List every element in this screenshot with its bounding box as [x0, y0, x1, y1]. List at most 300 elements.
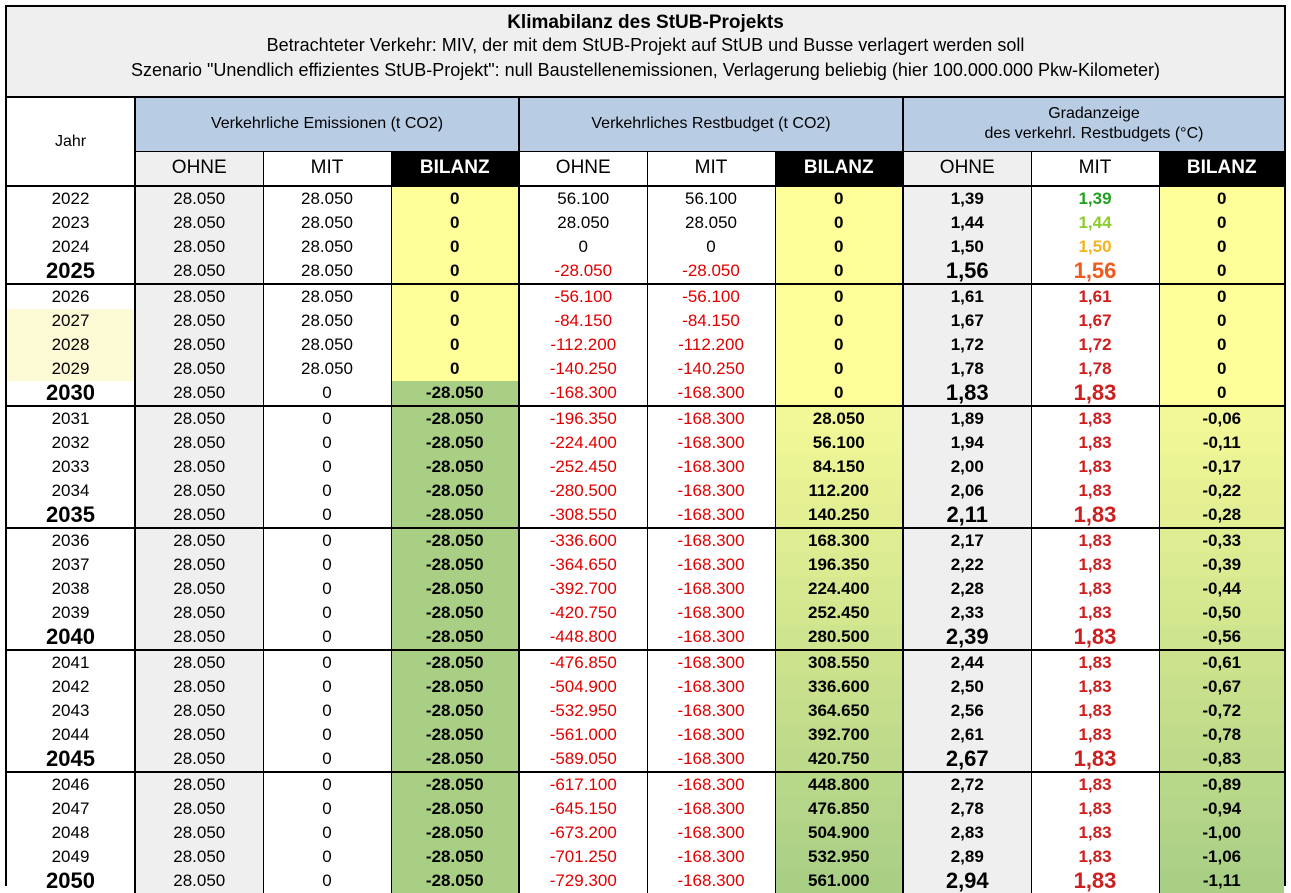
cell-degree-mit[interactable]: 1,83	[1031, 625, 1159, 650]
cell-emissions-mit[interactable]: 0	[263, 577, 391, 601]
cell-budget-bilanz[interactable]: 308.550	[775, 650, 903, 675]
cell-budget-ohne[interactable]: -561.000	[519, 723, 647, 747]
cell-budget-mit[interactable]: -168.300	[647, 747, 775, 772]
cell-year[interactable]: 2037	[7, 553, 135, 577]
cell-emissions-ohne[interactable]: 28.050	[135, 455, 263, 479]
cell-degree-mit[interactable]: 1,83	[1031, 797, 1159, 821]
cell-degree-bilanz[interactable]: 0	[1159, 309, 1284, 333]
cell-degree-mit[interactable]: 1,83	[1031, 869, 1159, 893]
cell-emissions-ohne[interactable]: 28.050	[135, 333, 263, 357]
cell-budget-bilanz[interactable]: 0	[775, 259, 903, 284]
cell-emissions-ohne[interactable]: 28.050	[135, 650, 263, 675]
cell-year[interactable]: 2040	[7, 625, 135, 650]
cell-budget-mit[interactable]: -168.300	[647, 528, 775, 553]
cell-emissions-ohne[interactable]: 28.050	[135, 625, 263, 650]
cell-year[interactable]: 2034	[7, 479, 135, 503]
cell-budget-bilanz[interactable]: 168.300	[775, 528, 903, 553]
cell-emissions-mit[interactable]: 0	[263, 625, 391, 650]
cell-degree-bilanz[interactable]: -1,11	[1159, 869, 1284, 893]
cell-degree-ohne[interactable]: 2,50	[903, 675, 1031, 699]
cell-emissions-bilanz[interactable]: -28.050	[391, 503, 519, 528]
cell-emissions-mit[interactable]: 0	[263, 553, 391, 577]
cell-budget-mit[interactable]: -168.300	[647, 479, 775, 503]
cell-budget-ohne[interactable]: -645.150	[519, 797, 647, 821]
cell-year[interactable]: 2045	[7, 747, 135, 772]
cell-degree-bilanz[interactable]: 0	[1159, 211, 1284, 235]
cell-year[interactable]: 2033	[7, 455, 135, 479]
table-row	[7, 309, 1284, 333]
cell-year[interactable]: 2038	[7, 577, 135, 601]
cell-budget-ohne[interactable]: 56.100	[519, 186, 647, 211]
cell-emissions-mit[interactable]: 0	[263, 528, 391, 553]
sheet-subtitle-scenario: Szenario "Unendlich effizientes StUB-Projekt": null Baustellenemissionen, Verlagerung beliebig (hier 100.000.000 Pkw-Kilometer)	[130, 60, 1160, 80]
cell-emissions-ohne[interactable]: 28.050	[135, 186, 263, 211]
cell-emissions-ohne[interactable]: 28.050	[135, 235, 263, 259]
cell-emissions-ohne[interactable]: 28.050	[135, 747, 263, 772]
cell-degree-ohne[interactable]: 2,28	[903, 577, 1031, 601]
cell-emissions-ohne[interactable]: 28.050	[135, 479, 263, 503]
cell-year[interactable]: 2039	[7, 601, 135, 625]
cell-budget-bilanz[interactable]: 56.100	[775, 431, 903, 455]
cell-year[interactable]: 2030	[7, 381, 135, 406]
cell-budget-bilanz[interactable]: 224.400	[775, 577, 903, 601]
cell-budget-bilanz[interactable]: 476.850	[775, 797, 903, 821]
cell-degree-bilanz[interactable]: -0,67	[1159, 675, 1284, 699]
cell-budget-mit[interactable]: -168.300	[647, 650, 775, 675]
cell-degree-ohne[interactable]: 2,06	[903, 479, 1031, 503]
cell-emissions-bilanz[interactable]: 0	[391, 211, 519, 235]
cell-emissions-mit[interactable]: 0	[263, 406, 391, 431]
cell-degree-mit[interactable]: 1,83	[1031, 503, 1159, 528]
cell-emissions-mit[interactable]: 0	[263, 675, 391, 699]
cell-emissions-ohne[interactable]: 28.050	[135, 675, 263, 699]
cell-emissions-bilanz[interactable]: -28.050	[391, 747, 519, 772]
cell-degree-bilanz[interactable]: -0,22	[1159, 479, 1284, 503]
cell-emissions-ohne[interactable]: 28.050	[135, 503, 263, 528]
cell-budget-mit[interactable]: -168.300	[647, 455, 775, 479]
sheet-title: Klimabilanz des StUB-Projekts	[507, 12, 784, 33]
cell-emissions-bilanz[interactable]: -28.050	[391, 553, 519, 577]
cell-budget-bilanz[interactable]: 84.150	[775, 455, 903, 479]
cell-emissions-bilanz[interactable]: -28.050	[391, 431, 519, 455]
cell-degree-bilanz[interactable]: 0	[1159, 381, 1284, 406]
cell-budget-ohne[interactable]: -448.800	[519, 625, 647, 650]
cell-degree-ohne[interactable]: 1,83	[903, 381, 1031, 406]
cell-emissions-ohne[interactable]: 28.050	[135, 699, 263, 723]
cell-budget-bilanz[interactable]: 364.650	[775, 699, 903, 723]
cell-year[interactable]: 2024	[7, 235, 135, 259]
cell-budget-ohne[interactable]: -196.350	[519, 406, 647, 431]
cell-budget-mit[interactable]: -168.300	[647, 406, 775, 431]
cell-degree-ohne[interactable]: 2,89	[903, 845, 1031, 869]
cell-emissions-ohne[interactable]: 28.050	[135, 869, 263, 893]
cell-emissions-bilanz[interactable]: -28.050	[391, 869, 519, 893]
cell-emissions-ohne[interactable]: 28.050	[135, 381, 263, 406]
cell-budget-mit[interactable]: -140.250	[647, 357, 775, 381]
cell-emissions-ohne[interactable]: 28.050	[135, 772, 263, 797]
cell-budget-ohne[interactable]: -392.700	[519, 577, 647, 601]
cell-degree-mit[interactable]: 1,83	[1031, 845, 1159, 869]
cell-year[interactable]: 2031	[7, 406, 135, 431]
cell-budget-bilanz[interactable]: 420.750	[775, 747, 903, 772]
cell-budget-mit[interactable]: -168.300	[647, 869, 775, 893]
cell-degree-bilanz[interactable]: -1,06	[1159, 845, 1284, 869]
cell-emissions-ohne[interactable]: 28.050	[135, 211, 263, 235]
cell-degree-bilanz[interactable]: 0	[1159, 235, 1284, 259]
cell-emissions-bilanz[interactable]: -28.050	[391, 479, 519, 503]
cell-year[interactable]: 2026	[7, 284, 135, 309]
cell-degree-mit[interactable]: 1,50	[1031, 235, 1159, 259]
cell-emissions-bilanz[interactable]: -28.050	[391, 650, 519, 675]
cell-degree-mit[interactable]: 1,83	[1031, 772, 1159, 797]
cell-emissions-mit[interactable]: 0	[263, 381, 391, 406]
cell-budget-ohne[interactable]: -532.950	[519, 699, 647, 723]
cell-degree-ohne[interactable]: 2,11	[903, 503, 1031, 528]
cell-degree-bilanz[interactable]: -0,39	[1159, 553, 1284, 577]
cell-emissions-mit[interactable]: 0	[263, 723, 391, 747]
cell-budget-bilanz[interactable]: 140.250	[775, 503, 903, 528]
cell-budget-bilanz[interactable]: 28.050	[775, 406, 903, 431]
cell-budget-mit[interactable]: -168.300	[647, 553, 775, 577]
cell-degree-ohne[interactable]: 1,67	[903, 309, 1031, 333]
cell-degree-mit[interactable]: 1,56	[1031, 259, 1159, 284]
cell-emissions-bilanz[interactable]: -28.050	[391, 699, 519, 723]
cell-budget-mit[interactable]: 56.100	[647, 186, 775, 211]
cell-emissions-bilanz[interactable]: -28.050	[391, 821, 519, 845]
cell-degree-ohne[interactable]: 2,17	[903, 528, 1031, 553]
cell-emissions-mit[interactable]: 28.050	[263, 259, 391, 284]
cell-budget-mit[interactable]: 28.050	[647, 211, 775, 235]
cell-emissions-bilanz[interactable]: -28.050	[391, 675, 519, 699]
cell-degree-mit[interactable]: 1,67	[1031, 309, 1159, 333]
cell-degree-bilanz[interactable]: -0,78	[1159, 723, 1284, 747]
cell-budget-bilanz[interactable]: 0	[775, 357, 903, 381]
cell-degree-ohne[interactable]: 1,39	[903, 186, 1031, 211]
cell-degree-mit[interactable]: 1,83	[1031, 577, 1159, 601]
cell-degree-ohne[interactable]: 1,61	[903, 284, 1031, 309]
cell-budget-ohne[interactable]: -364.650	[519, 553, 647, 577]
cell-degree-bilanz[interactable]: 0	[1159, 357, 1284, 381]
cell-degree-bilanz[interactable]: -0,61	[1159, 650, 1284, 675]
cell-degree-bilanz[interactable]: -0,83	[1159, 747, 1284, 772]
cell-emissions-ohne[interactable]: 28.050	[135, 406, 263, 431]
cell-budget-mit[interactable]: -84.150	[647, 309, 775, 333]
cell-budget-mit[interactable]: -168.300	[647, 699, 775, 723]
cell-degree-bilanz[interactable]: -0,17	[1159, 455, 1284, 479]
cell-degree-ohne[interactable]: 2,33	[903, 601, 1031, 625]
cell-year[interactable]: 2042	[7, 675, 135, 699]
cell-budget-bilanz[interactable]: 0	[775, 309, 903, 333]
cell-emissions-bilanz[interactable]: -28.050	[391, 528, 519, 553]
cell-degree-ohne[interactable]: 1,94	[903, 431, 1031, 455]
cell-emissions-bilanz[interactable]: 0	[391, 259, 519, 284]
cell-budget-mit[interactable]: -112.200	[647, 333, 775, 357]
cell-budget-mit[interactable]: -168.300	[647, 503, 775, 528]
cell-degree-mit[interactable]: 1,83	[1031, 406, 1159, 431]
cell-year[interactable]: 2028	[7, 333, 135, 357]
cell-emissions-bilanz[interactable]: -28.050	[391, 723, 519, 747]
cell-emissions-ohne[interactable]: 28.050	[135, 577, 263, 601]
cell-budget-ohne[interactable]: -140.250	[519, 357, 647, 381]
cell-emissions-mit[interactable]: 0	[263, 845, 391, 869]
cell-budget-mit[interactable]: -168.300	[647, 821, 775, 845]
cell-budget-bilanz[interactable]: 504.900	[775, 821, 903, 845]
cell-degree-mit[interactable]: 1,44	[1031, 211, 1159, 235]
cell-degree-bilanz[interactable]: -0,72	[1159, 699, 1284, 723]
cell-emissions-mit[interactable]: 28.050	[263, 357, 391, 381]
cell-degree-mit[interactable]: 1,83	[1031, 381, 1159, 406]
cell-emissions-ohne[interactable]: 28.050	[135, 528, 263, 553]
cell-budget-ohne[interactable]: -84.150	[519, 309, 647, 333]
cell-degree-mit[interactable]: 1,83	[1031, 431, 1159, 455]
cell-budget-mit[interactable]: -168.300	[647, 625, 775, 650]
cell-degree-ohne[interactable]: 2,94	[903, 869, 1031, 893]
cell-emissions-mit[interactable]: 0	[263, 869, 391, 893]
cell-degree-mit[interactable]: 1,83	[1031, 650, 1159, 675]
cell-budget-bilanz[interactable]: 392.700	[775, 723, 903, 747]
cell-budget-bilanz[interactable]: 448.800	[775, 772, 903, 797]
cell-budget-bilanz[interactable]: 0	[775, 381, 903, 406]
cell-emissions-mit[interactable]: 28.050	[263, 211, 391, 235]
cell-emissions-mit[interactable]: 0	[263, 601, 391, 625]
cell-emissions-bilanz[interactable]: 0	[391, 333, 519, 357]
cell-degree-ohne[interactable]: 2,44	[903, 650, 1031, 675]
cell-budget-mit[interactable]: -168.300	[647, 577, 775, 601]
cell-emissions-bilanz[interactable]: 0	[391, 357, 519, 381]
cell-degree-ohne[interactable]: 2,83	[903, 821, 1031, 845]
cell-emissions-mit[interactable]: 0	[263, 650, 391, 675]
cell-year[interactable]: 2050	[7, 869, 135, 893]
cell-budget-mit[interactable]: -168.300	[647, 601, 775, 625]
cell-degree-ohne[interactable]: 2,22	[903, 553, 1031, 577]
cell-emissions-mit[interactable]: 0	[263, 747, 391, 772]
cell-budget-ohne[interactable]: -729.300	[519, 869, 647, 893]
cell-emissions-mit[interactable]: 0	[263, 772, 391, 797]
cell-budget-bilanz[interactable]: 252.450	[775, 601, 903, 625]
table-row	[7, 333, 1284, 357]
cell-budget-bilanz[interactable]: 0	[775, 284, 903, 309]
cell-budget-ohne[interactable]: -336.600	[519, 528, 647, 553]
cell-year[interactable]: 2035	[7, 503, 135, 528]
subheader-budget-ohne: OHNE	[519, 151, 647, 186]
cell-degree-mit[interactable]: 1,78	[1031, 357, 1159, 381]
cell-budget-ohne[interactable]: -28.050	[519, 259, 647, 284]
cell-emissions-ohne[interactable]: 28.050	[135, 723, 263, 747]
cell-budget-ohne[interactable]: 28.050	[519, 211, 647, 235]
cell-emissions-ohne[interactable]: 28.050	[135, 259, 263, 284]
cell-emissions-mit[interactable]: 0	[263, 455, 391, 479]
cell-year[interactable]: 2032	[7, 431, 135, 455]
cell-year[interactable]: 2048	[7, 821, 135, 845]
cell-degree-ohne[interactable]: 2,61	[903, 723, 1031, 747]
cell-emissions-ohne[interactable]: 28.050	[135, 357, 263, 381]
cell-year[interactable]: 2041	[7, 650, 135, 675]
cell-degree-bilanz[interactable]: -0,94	[1159, 797, 1284, 821]
cell-budget-ohne[interactable]: -420.750	[519, 601, 647, 625]
cell-budget-mit[interactable]: -168.300	[647, 431, 775, 455]
cell-degree-bilanz[interactable]: 0	[1159, 186, 1284, 211]
cell-budget-ohne[interactable]: -252.450	[519, 455, 647, 479]
cell-degree-ohne[interactable]: 1,78	[903, 357, 1031, 381]
cell-budget-ohne[interactable]: -617.100	[519, 772, 647, 797]
cell-budget-ohne[interactable]: -673.200	[519, 821, 647, 845]
cell-budget-ohne[interactable]: -280.500	[519, 479, 647, 503]
cell-degree-ohne[interactable]: 2,72	[903, 772, 1031, 797]
cell-degree-mit[interactable]: 1,83	[1031, 553, 1159, 577]
cell-degree-bilanz[interactable]: -0,33	[1159, 528, 1284, 553]
cell-emissions-bilanz[interactable]: -28.050	[391, 455, 519, 479]
cell-emissions-bilanz[interactable]: 0	[391, 309, 519, 333]
cell-degree-bilanz[interactable]: -0,28	[1159, 503, 1284, 528]
group-header-emissions: Verkehrliche Emissionen (t CO2)	[135, 98, 519, 151]
cell-degree-mit[interactable]: 1,39	[1031, 186, 1159, 211]
cell-budget-ohne[interactable]: -224.400	[519, 431, 647, 455]
cell-degree-ohne[interactable]: 2,00	[903, 455, 1031, 479]
cell-budget-bilanz[interactable]: 0	[775, 235, 903, 259]
cell-degree-bilanz[interactable]: -0,44	[1159, 577, 1284, 601]
cell-emissions-mit[interactable]: 0	[263, 797, 391, 821]
cell-budget-mit[interactable]: -168.300	[647, 723, 775, 747]
cell-emissions-mit[interactable]: 0	[263, 431, 391, 455]
cell-budget-ohne[interactable]: 0	[519, 235, 647, 259]
cell-degree-bilanz[interactable]: 0	[1159, 284, 1284, 309]
cell-budget-mit[interactable]: -168.300	[647, 381, 775, 406]
table-row	[7, 235, 1284, 259]
cell-budget-bilanz[interactable]: 0	[775, 333, 903, 357]
cell-degree-ohne[interactable]: 2,39	[903, 625, 1031, 650]
cell-budget-ohne[interactable]: -589.050	[519, 747, 647, 772]
cell-year[interactable]: 2047	[7, 797, 135, 821]
cell-degree-mit[interactable]: 1,72	[1031, 333, 1159, 357]
cell-year[interactable]: 2044	[7, 723, 135, 747]
cell-degree-mit[interactable]: 1,83	[1031, 675, 1159, 699]
cell-year[interactable]: 2046	[7, 772, 135, 797]
cell-budget-ohne[interactable]: -112.200	[519, 333, 647, 357]
cell-degree-mit[interactable]: 1,83	[1031, 747, 1159, 772]
cell-emissions-ohne[interactable]: 28.050	[135, 284, 263, 309]
cell-emissions-bilanz[interactable]: -28.050	[391, 772, 519, 797]
cell-budget-bilanz[interactable]: 336.600	[775, 675, 903, 699]
cell-degree-bilanz[interactable]: -0,06	[1159, 406, 1284, 431]
cell-budget-bilanz[interactable]: 196.350	[775, 553, 903, 577]
cell-emissions-ohne[interactable]: 28.050	[135, 797, 263, 821]
cell-degree-bilanz[interactable]: -1,00	[1159, 821, 1284, 845]
cell-emissions-ohne[interactable]: 28.050	[135, 821, 263, 845]
cell-budget-ohne[interactable]: -476.850	[519, 650, 647, 675]
cell-emissions-ohne[interactable]: 28.050	[135, 601, 263, 625]
cell-emissions-bilanz[interactable]: -28.050	[391, 845, 519, 869]
cell-emissions-bilanz[interactable]: -28.050	[391, 625, 519, 650]
cell-year[interactable]: 2027	[7, 309, 135, 333]
cell-emissions-mit[interactable]: 0	[263, 479, 391, 503]
cell-budget-bilanz[interactable]: 0	[775, 186, 903, 211]
cell-emissions-bilanz[interactable]: -28.050	[391, 601, 519, 625]
cell-budget-mit[interactable]: -28.050	[647, 259, 775, 284]
cell-degree-mit[interactable]: 1,83	[1031, 821, 1159, 845]
cell-year[interactable]: 2029	[7, 357, 135, 381]
cell-emissions-bilanz[interactable]: 0	[391, 284, 519, 309]
cell-emissions-mit[interactable]: 28.050	[263, 284, 391, 309]
cell-degree-ohne[interactable]: 1,72	[903, 333, 1031, 357]
cell-degree-mit[interactable]: 1,83	[1031, 601, 1159, 625]
cell-degree-bilanz[interactable]: -0,89	[1159, 772, 1284, 797]
cell-emissions-bilanz[interactable]: -28.050	[391, 406, 519, 431]
cell-budget-mit[interactable]: -168.300	[647, 845, 775, 869]
cell-degree-mit[interactable]: 1,83	[1031, 455, 1159, 479]
cell-budget-mit[interactable]: -168.300	[647, 675, 775, 699]
cell-year[interactable]: 2036	[7, 528, 135, 553]
cell-emissions-ohne[interactable]: 28.050	[135, 431, 263, 455]
cell-degree-ohne[interactable]: 2,56	[903, 699, 1031, 723]
cell-year[interactable]: 2043	[7, 699, 135, 723]
cell-degree-bilanz[interactable]: -0,50	[1159, 601, 1284, 625]
cell-budget-ohne[interactable]: -504.900	[519, 675, 647, 699]
cell-degree-ohne[interactable]: 1,44	[903, 211, 1031, 235]
cell-emissions-bilanz[interactable]: 0	[391, 186, 519, 211]
cell-degree-ohne[interactable]: 2,78	[903, 797, 1031, 821]
cell-emissions-ohne[interactable]: 28.050	[135, 553, 263, 577]
cell-emissions-mit[interactable]: 28.050	[263, 186, 391, 211]
cell-budget-bilanz[interactable]: 280.500	[775, 625, 903, 650]
cell-emissions-ohne[interactable]: 28.050	[135, 309, 263, 333]
cell-budget-ohne[interactable]: -308.550	[519, 503, 647, 528]
cell-budget-bilanz[interactable]: 112.200	[775, 479, 903, 503]
cell-degree-bilanz[interactable]: 0	[1159, 259, 1284, 284]
cell-budget-ohne[interactable]: -56.100	[519, 284, 647, 309]
cell-budget-ohne[interactable]: -701.250	[519, 845, 647, 869]
cell-emissions-mit[interactable]: 28.050	[263, 333, 391, 357]
cell-degree-bilanz[interactable]: -0,56	[1159, 625, 1284, 650]
cell-year[interactable]: 2022	[7, 186, 135, 211]
cell-emissions-mit[interactable]: 0	[263, 699, 391, 723]
cell-year[interactable]: 2023	[7, 211, 135, 235]
subheader-budget-mit: MIT	[647, 151, 775, 186]
cell-emissions-bilanz[interactable]: 0	[391, 235, 519, 259]
cell-budget-bilanz[interactable]: 532.950	[775, 845, 903, 869]
cell-degree-mit[interactable]: 1,83	[1031, 723, 1159, 747]
group-header-degree-line1: Gradanzeige	[1048, 105, 1140, 123]
cell-degree-ohne[interactable]: 1,56	[903, 259, 1031, 284]
cell-budget-bilanz[interactable]: 0	[775, 211, 903, 235]
cell-emissions-mit[interactable]: 28.050	[263, 309, 391, 333]
cell-budget-mit[interactable]: -56.100	[647, 284, 775, 309]
cell-degree-bilanz[interactable]: -0,11	[1159, 431, 1284, 455]
cell-emissions-bilanz[interactable]: -28.050	[391, 381, 519, 406]
cell-emissions-mit[interactable]: 28.050	[263, 235, 391, 259]
cell-budget-mit[interactable]: 0	[647, 235, 775, 259]
cell-budget-mit[interactable]: -168.300	[647, 772, 775, 797]
cell-budget-bilanz[interactable]: 561.000	[775, 869, 903, 893]
cell-emissions-mit[interactable]: 0	[263, 821, 391, 845]
cell-degree-ohne[interactable]: 1,50	[903, 235, 1031, 259]
table-row	[7, 625, 1284, 650]
cell-degree-bilanz[interactable]: 0	[1159, 333, 1284, 357]
cell-degree-mit[interactable]: 1,83	[1031, 699, 1159, 723]
cell-budget-mit[interactable]: -168.300	[647, 797, 775, 821]
cell-degree-ohne[interactable]: 1,89	[903, 406, 1031, 431]
cell-emissions-bilanz[interactable]: -28.050	[391, 797, 519, 821]
cell-emissions-mit[interactable]: 0	[263, 503, 391, 528]
cell-budget-ohne[interactable]: -168.300	[519, 381, 647, 406]
cell-degree-mit[interactable]: 1,83	[1031, 528, 1159, 553]
cell-emissions-ohne[interactable]: 28.050	[135, 845, 263, 869]
cell-year[interactable]: 2049	[7, 845, 135, 869]
cell-degree-mit[interactable]: 1,83	[1031, 479, 1159, 503]
cell-emissions-bilanz[interactable]: -28.050	[391, 577, 519, 601]
cell-year[interactable]: 2025	[7, 259, 135, 284]
cell-degree-mit[interactable]: 1,61	[1031, 284, 1159, 309]
cell-degree-ohne[interactable]: 2,67	[903, 747, 1031, 772]
